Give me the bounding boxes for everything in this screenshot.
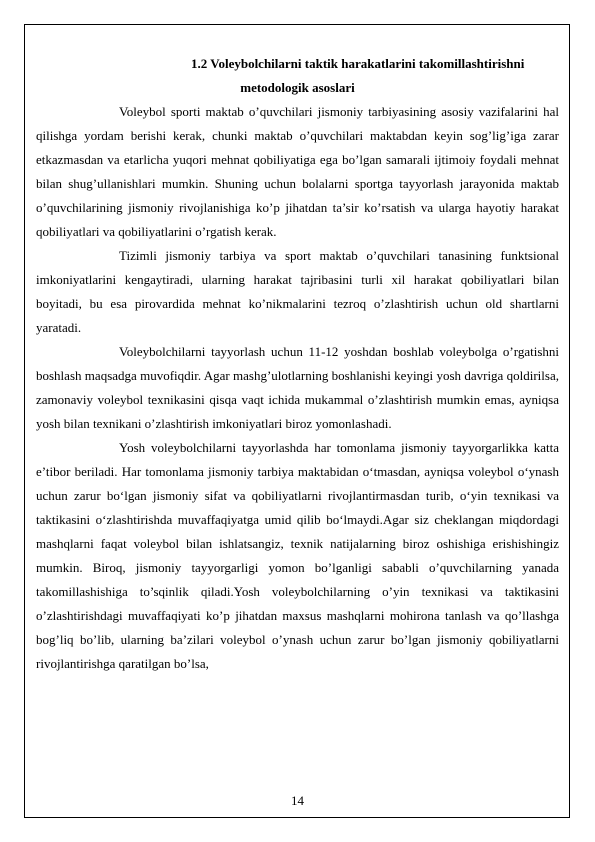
- section-heading-line-2: metodologik asoslari: [240, 80, 355, 95]
- paragraph-1: Voleybol sporti maktab o’quvchilari jismoniy tarbiyasining asosiy vazifalarini hal qilishga yordam berishi kerak, chunki maktab o’quvchilari maktabdan keyin sog’lig’iga zarar etkazmasdan va etarlicha yuqori mehnat qobiliyatiga ega bo’lgan samarali ijtimoiy foydali mehnat bilan shug’ullanishlari mumkin. Shuning uchun bolalarni sportga tayyorlash jarayonida maktab o’quvchilarining jismoniy rivojlanishiga ko’p jihatdan ta’sir ko’rsatish va ularga hayotiy harakat qobiliyatlari va qobiliyatlarini o’rgatish kerak.: [36, 104, 559, 239]
- section-heading-line-1: 1.2 Voleybolchilarni taktik harakatlarini takomillashtirishni: [191, 56, 525, 71]
- page-number: 14: [291, 793, 304, 808]
- page-content: [36, 52, 559, 676]
- paragraph-2: Tizimli jismoniy tarbiya va sport maktab o’quvchilari tanasining funktsional imkoniyatlarini kengaytiradi, ularning harakat tajribasini turli xil harakat qobiliyatlari bilan boyitadi, bu esa pirovardida mehnat ko’nikmalarini tezroq o’zlashtirish uchun old shartlarni yaratadi.: [36, 248, 559, 335]
- section-heading: [36, 52, 559, 100]
- paragraph-3: Voleybolchilarni tayyorlash uchun 11-12 yoshdan boshlab voleybolga o’rgatishni boshlash maqsadga muvofiqdir. Agar mashg’ulotlarning boshlanishi keyingi yosh davriga qoldirilsa, zamonaviy voleybol texnikasini qisqa vaqt ichida mukammal o’zlashtirish mumkin emas, ayniqsa yosh bilan texnikani o’zlashtirish imkoniyatlari biroz yomonlashadi.: [36, 344, 559, 431]
- paragraph-4: Yosh voleybolchilarni tayyorlashda har tomonlama jismoniy tayyorgarlikka katta e’tibor beriladi. Har tomonlama jismoniy tarbiya maktabidan oʻtmasdan, ayniqsa voleybol oʻynash uchun zarur boʻlgan jismoniy sifat va qobiliyatlarni rivojlantirmasdan turib, oʻyin texnikasi va taktikasini oʻzlashtirishda muvaffaqiyatga umid qilib boʻlmaydi.Agar siz cheklangan miqdordagi mashqlarni faqat voleybol bilan ishlatsangiz, texnik natijalarning biroz oshishiga erishishingiz mumkin. Biroq, jismoniy tayyorgarligi yomon bo’lganligi sababli o’quvchilarning yanada takomillashishiga to’sqinlik qiladi.Yosh voleybolchilarning o’yin texnikasi va taktikasini o’zlashtirishdagi muvaffaqiyati ko’p jihatdan maxsus mashqlarni mohirona tanlash va qo’llashga bog’liq bo’lib, ularning ba’zilari voleybol o’ynash uchun zarur bo’lgan jismoniy qobiliyatlarni rivojlantirishga qaratilgan bo’lsa,: [36, 440, 559, 671]
